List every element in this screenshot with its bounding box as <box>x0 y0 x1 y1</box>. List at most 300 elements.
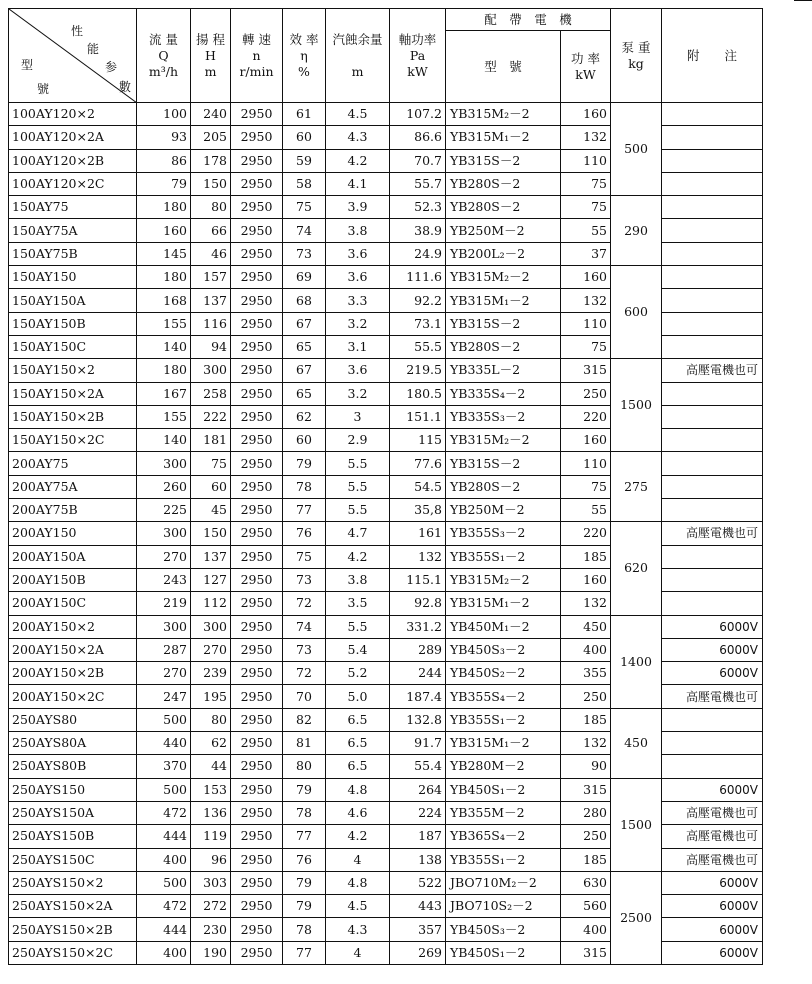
flow-cell: 300 <box>137 522 191 545</box>
flow-cell: 444 <box>137 918 191 941</box>
npsh-cell: 5.5 <box>326 615 390 638</box>
note-cell: 高壓電機也可 <box>662 848 763 871</box>
model-cell: 250AYS80B <box>9 755 137 778</box>
header-flow-name: 流 量 <box>149 31 178 47</box>
motor-model-cell: YB315S－2 <box>446 452 561 475</box>
header-pump-weight <box>611 9 662 103</box>
motor-power-cell: 55 <box>561 219 611 242</box>
model-cell: 200AY150×2B <box>9 662 137 685</box>
motor-model-cell: YB280S－2 <box>446 172 561 195</box>
npsh-cell: 3.6 <box>326 359 390 382</box>
motor-model-cell: YB315M₁－2 <box>446 126 561 149</box>
note-cell <box>662 335 763 358</box>
table-row <box>9 266 763 289</box>
flow-cell: 472 <box>137 801 191 824</box>
note-cell: 高壓電機也可 <box>662 825 763 848</box>
header-motor-power-unit: kW <box>575 66 596 82</box>
shaft-power-cell: 55.7 <box>390 172 446 195</box>
table-row <box>9 103 763 126</box>
flow-cell: 79 <box>137 172 191 195</box>
flow-cell: 160 <box>137 219 191 242</box>
header-npsh-name: 汽蝕余量 <box>332 31 383 47</box>
speed-cell: 2950 <box>231 895 283 918</box>
model-cell: 200AY150×2C <box>9 685 137 708</box>
efficiency-cell: 70 <box>283 685 326 708</box>
motor-model-cell: YB200L₂－2 <box>446 242 561 265</box>
flow-cell: 168 <box>137 289 191 312</box>
motor-model-cell: YB280M－2 <box>446 755 561 778</box>
shaft-power-cell: 35,8 <box>390 499 446 522</box>
motor-model-cell: YB335L－2 <box>446 359 561 382</box>
speed-cell: 2950 <box>231 545 283 568</box>
header-weight-name: 泵 重 <box>621 39 651 55</box>
npsh-cell: 3.1 <box>326 335 390 358</box>
model-cell: 200AY150A <box>9 545 137 568</box>
note-cell <box>662 312 763 335</box>
speed-cell: 2950 <box>231 172 283 195</box>
page-corner-rule <box>794 0 812 1</box>
npsh-cell: 3.8 <box>326 568 390 591</box>
pump-weight-cell: 1500 <box>611 778 662 871</box>
speed-cell: 2950 <box>231 522 283 545</box>
note-cell <box>662 382 763 405</box>
motor-power-cell: 160 <box>561 429 611 452</box>
shaft-power-cell: 91.7 <box>390 732 446 755</box>
note-cell <box>662 266 763 289</box>
model-cell: 200AY150B <box>9 568 137 591</box>
flow-cell: 300 <box>137 452 191 475</box>
npsh-cell: 5.5 <box>326 452 390 475</box>
pump-weight-cell: 290 <box>611 196 662 266</box>
efficiency-cell: 81 <box>283 732 326 755</box>
header-eff-symbol: η <box>300 47 308 63</box>
head-cell: 150 <box>191 522 231 545</box>
note-cell <box>662 149 763 172</box>
flow-cell: 145 <box>137 242 191 265</box>
motor-model-cell: YB315M₁－2 <box>446 592 561 615</box>
header-speed-symbol: n <box>252 47 261 63</box>
shaft-power-cell: 55.5 <box>390 335 446 358</box>
efficiency-cell: 77 <box>283 825 326 848</box>
header-npsh-symbol <box>329 48 386 64</box>
efficiency-cell: 78 <box>283 801 326 824</box>
note-cell <box>662 545 763 568</box>
header-motor-power <box>561 31 611 103</box>
motor-power-cell: 355 <box>561 662 611 685</box>
head-cell: 272 <box>191 895 231 918</box>
npsh-cell: 6.5 <box>326 708 390 731</box>
model-cell: 100AY120×2A <box>9 126 137 149</box>
motor-power-cell: 250 <box>561 685 611 708</box>
header-flow-unit: m³/h <box>148 63 179 79</box>
speed-cell: 2950 <box>231 592 283 615</box>
head-cell: 230 <box>191 918 231 941</box>
npsh-cell: 4.2 <box>326 825 390 848</box>
efficiency-cell: 79 <box>283 871 326 894</box>
motor-power-cell: 220 <box>561 405 611 428</box>
shaft-power-cell: 187 <box>390 825 446 848</box>
flow-cell: 300 <box>137 615 191 638</box>
shaft-power-cell: 115 <box>390 429 446 452</box>
speed-cell: 2950 <box>231 755 283 778</box>
efficiency-cell: 68 <box>283 289 326 312</box>
shaft-power-cell: 55.4 <box>390 755 446 778</box>
note-cell <box>662 196 763 219</box>
note-cell: 6000V <box>662 871 763 894</box>
shaft-power-cell: 92.8 <box>390 592 446 615</box>
motor-power-cell: 160 <box>561 568 611 591</box>
head-cell: 195 <box>191 685 231 708</box>
head-cell: 96 <box>191 848 231 871</box>
efficiency-cell: 67 <box>283 312 326 335</box>
motor-power-cell: 400 <box>561 638 611 661</box>
pump-weight-cell: 450 <box>611 708 662 778</box>
efficiency-cell: 73 <box>283 568 326 591</box>
header-power-name: 軸功率 <box>398 31 437 47</box>
pump-weight-cell: 620 <box>611 522 662 615</box>
head-cell: 119 <box>191 825 231 848</box>
motor-model-cell: YB355S₃－2 <box>446 522 561 545</box>
header-speed-unit: r/min <box>239 63 274 79</box>
shaft-power-cell: 443 <box>390 895 446 918</box>
model-cell: 250AYS150A <box>9 801 137 824</box>
npsh-cell: 6.5 <box>326 755 390 778</box>
flow-cell: 140 <box>137 429 191 452</box>
npsh-cell: 4.5 <box>326 103 390 126</box>
note-cell: 6000V <box>662 941 763 964</box>
header-speed-name: 轉 速 <box>242 31 271 47</box>
motor-model-cell: YB450S₃－2 <box>446 638 561 661</box>
motor-model-cell: YB315M₁－2 <box>446 289 561 312</box>
efficiency-cell: 58 <box>283 172 326 195</box>
motor-power-cell: 185 <box>561 708 611 731</box>
speed-cell: 2950 <box>231 312 283 335</box>
speed-cell: 2950 <box>231 219 283 242</box>
diag-word: 號 <box>37 82 50 96</box>
speed-cell: 2950 <box>231 475 283 498</box>
table-row <box>9 196 763 219</box>
model-cell: 200AY75A <box>9 475 137 498</box>
motor-power-cell: 450 <box>561 615 611 638</box>
table-row <box>9 615 763 638</box>
npsh-cell: 4 <box>326 941 390 964</box>
efficiency-cell: 79 <box>283 778 326 801</box>
model-cell: 150AY75A <box>9 219 137 242</box>
motor-power-cell: 132 <box>561 126 611 149</box>
note-cell <box>662 592 763 615</box>
header-shaft-power <box>390 9 446 103</box>
motor-model-cell: YB250M－2 <box>446 219 561 242</box>
flow-cell: 400 <box>137 848 191 871</box>
model-cell: 150AY150×2 <box>9 359 137 382</box>
speed-cell: 2950 <box>231 778 283 801</box>
efficiency-cell: 65 <box>283 382 326 405</box>
header-head-symbol: H <box>205 47 216 63</box>
motor-model-cell: YB450M₁－2 <box>446 615 561 638</box>
npsh-cell: 4.3 <box>326 918 390 941</box>
model-cell: 150AY150×2B <box>9 405 137 428</box>
note-cell <box>662 732 763 755</box>
efficiency-cell: 67 <box>283 359 326 382</box>
motor-power-cell: 315 <box>561 778 611 801</box>
motor-power-cell: 280 <box>561 801 611 824</box>
model-cell: 150AY75 <box>9 196 137 219</box>
speed-cell: 2950 <box>231 196 283 219</box>
motor-model-cell: YB355S₄－2 <box>446 685 561 708</box>
flow-cell: 444 <box>137 825 191 848</box>
motor-model-cell: YB335S₃－2 <box>446 405 561 428</box>
shaft-power-cell: 224 <box>390 801 446 824</box>
header-power-unit: kW <box>407 63 428 79</box>
motor-model-cell: YB250M－2 <box>446 499 561 522</box>
speed-cell: 2950 <box>231 708 283 731</box>
npsh-cell: 5.0 <box>326 685 390 708</box>
motor-power-cell: 220 <box>561 522 611 545</box>
head-cell: 222 <box>191 405 231 428</box>
shaft-power-cell: 77.6 <box>390 452 446 475</box>
note-cell: 6000V <box>662 918 763 941</box>
header-power-symbol: Pa <box>409 47 426 63</box>
motor-power-cell: 75 <box>561 196 611 219</box>
pump-weight-cell: 275 <box>611 452 662 522</box>
shaft-power-cell: 138 <box>390 848 446 871</box>
model-cell: 200AY75 <box>9 452 137 475</box>
npsh-cell: 4.1 <box>326 172 390 195</box>
efficiency-cell: 73 <box>283 638 326 661</box>
speed-cell: 2950 <box>231 918 283 941</box>
diag-word: 能 <box>87 42 100 56</box>
note-cell <box>662 429 763 452</box>
shaft-power-cell: 132.8 <box>390 708 446 731</box>
note-cell <box>662 475 763 498</box>
model-cell: 150AY150A <box>9 289 137 312</box>
motor-power-cell: 55 <box>561 499 611 522</box>
efficiency-cell: 78 <box>283 475 326 498</box>
header-head-unit: m <box>204 63 217 79</box>
header-motor-model: 型 號 <box>446 31 561 103</box>
motor-power-cell: 110 <box>561 312 611 335</box>
efficiency-cell: 72 <box>283 662 326 685</box>
pump-spec-rows <box>9 103 763 965</box>
head-cell: 44 <box>191 755 231 778</box>
head-cell: 94 <box>191 335 231 358</box>
shaft-power-cell: 269 <box>390 941 446 964</box>
header-flow <box>137 9 191 103</box>
efficiency-cell: 73 <box>283 242 326 265</box>
flow-cell: 100 <box>137 103 191 126</box>
model-cell: 200AY150C <box>9 592 137 615</box>
head-cell: 60 <box>191 475 231 498</box>
table-row <box>9 359 763 382</box>
npsh-cell: 3.6 <box>326 266 390 289</box>
motor-model-cell: YB280S－2 <box>446 196 561 219</box>
model-cell: 150AY150C <box>9 335 137 358</box>
efficiency-cell: 60 <box>283 126 326 149</box>
head-cell: 75 <box>191 452 231 475</box>
npsh-cell: 4.2 <box>326 149 390 172</box>
shaft-power-cell: 132 <box>390 545 446 568</box>
shaft-power-cell: 522 <box>390 871 446 894</box>
shaft-power-cell: 115.1 <box>390 568 446 591</box>
npsh-cell: 5.2 <box>326 662 390 685</box>
shaft-power-cell: 219.5 <box>390 359 446 382</box>
shaft-power-cell: 180.5 <box>390 382 446 405</box>
shaft-power-cell: 264 <box>390 778 446 801</box>
motor-power-cell: 250 <box>561 825 611 848</box>
note-cell <box>662 242 763 265</box>
shaft-power-cell: 161 <box>390 522 446 545</box>
head-cell: 181 <box>191 429 231 452</box>
shaft-power-cell: 151.1 <box>390 405 446 428</box>
speed-cell: 2950 <box>231 405 283 428</box>
motor-model-cell: YB315M₂－2 <box>446 266 561 289</box>
speed-cell: 2950 <box>231 685 283 708</box>
table-row <box>9 708 763 731</box>
npsh-cell: 3.5 <box>326 592 390 615</box>
flow-cell: 93 <box>137 126 191 149</box>
npsh-cell: 4.7 <box>326 522 390 545</box>
header-notes: 附 注 <box>662 9 763 103</box>
shaft-power-cell: 289 <box>390 638 446 661</box>
speed-cell: 2950 <box>231 615 283 638</box>
note-cell <box>662 289 763 312</box>
speed-cell: 2950 <box>231 242 283 265</box>
head-cell: 303 <box>191 871 231 894</box>
head-cell: 153 <box>191 778 231 801</box>
flow-cell: 500 <box>137 871 191 894</box>
speed-cell: 2950 <box>231 941 283 964</box>
model-cell: 250AYS80A <box>9 732 137 755</box>
npsh-cell: 3.3 <box>326 289 390 312</box>
model-cell: 150AY75B <box>9 242 137 265</box>
motor-model-cell: YB315M₂－2 <box>446 103 561 126</box>
header-eff-unit: % <box>298 63 310 79</box>
motor-power-cell: 250 <box>561 382 611 405</box>
model-cell: 200AY150 <box>9 522 137 545</box>
model-cell: 150AY150×2A <box>9 382 137 405</box>
efficiency-cell: 77 <box>283 941 326 964</box>
motor-model-cell: YB315M₁－2 <box>446 732 561 755</box>
motor-model-cell: YB315S－2 <box>446 149 561 172</box>
note-cell: 6000V <box>662 615 763 638</box>
shaft-power-cell: 38.9 <box>390 219 446 242</box>
motor-model-cell: YB355S₁－2 <box>446 545 561 568</box>
table-row <box>9 871 763 894</box>
head-cell: 300 <box>191 359 231 382</box>
note-cell <box>662 405 763 428</box>
npsh-cell: 3.2 <box>326 382 390 405</box>
flow-cell: 155 <box>137 405 191 428</box>
head-cell: 136 <box>191 801 231 824</box>
head-cell: 80 <box>191 708 231 731</box>
flow-cell: 225 <box>137 499 191 522</box>
note-cell: 6000V <box>662 895 763 918</box>
motor-model-cell: YB280S－2 <box>446 475 561 498</box>
head-cell: 157 <box>191 266 231 289</box>
shaft-power-cell: 107.2 <box>390 103 446 126</box>
flow-cell: 167 <box>137 382 191 405</box>
head-cell: 116 <box>191 312 231 335</box>
motor-power-cell: 90 <box>561 755 611 778</box>
header-head <box>191 9 231 103</box>
npsh-cell: 3.9 <box>326 196 390 219</box>
npsh-cell: 5.5 <box>326 499 390 522</box>
npsh-cell: 3.2 <box>326 312 390 335</box>
head-cell: 178 <box>191 149 231 172</box>
npsh-cell: 5.4 <box>326 638 390 661</box>
model-cell: 100AY120×2B <box>9 149 137 172</box>
header-npsh <box>326 9 390 103</box>
motor-power-cell: 315 <box>561 359 611 382</box>
note-cell <box>662 568 763 591</box>
motor-model-cell: YB280S－2 <box>446 335 561 358</box>
note-cell <box>662 708 763 731</box>
motor-power-cell: 75 <box>561 335 611 358</box>
head-cell: 112 <box>191 592 231 615</box>
note-cell: 6000V <box>662 638 763 661</box>
npsh-cell: 4.2 <box>326 545 390 568</box>
motor-power-cell: 400 <box>561 918 611 941</box>
motor-power-cell: 75 <box>561 475 611 498</box>
motor-power-cell: 630 <box>561 871 611 894</box>
motor-power-cell: 110 <box>561 149 611 172</box>
speed-cell: 2950 <box>231 638 283 661</box>
speed-cell: 2950 <box>231 568 283 591</box>
flow-cell: 500 <box>137 708 191 731</box>
npsh-cell: 5.5 <box>326 475 390 498</box>
flow-cell: 219 <box>137 592 191 615</box>
npsh-cell: 3.8 <box>326 219 390 242</box>
head-cell: 46 <box>191 242 231 265</box>
flow-cell: 243 <box>137 568 191 591</box>
flow-cell: 180 <box>137 359 191 382</box>
header-efficiency <box>283 9 326 103</box>
motor-power-cell: 132 <box>561 289 611 312</box>
header-flow-symbol: Q <box>158 47 169 63</box>
head-cell: 150 <box>191 172 231 195</box>
pump-weight-cell: 1500 <box>611 359 662 452</box>
model-cell: 200AY150×2 <box>9 615 137 638</box>
speed-cell: 2950 <box>231 662 283 685</box>
note-cell: 高壓電機也可 <box>662 359 763 382</box>
npsh-cell: 4.6 <box>326 801 390 824</box>
note-cell <box>662 172 763 195</box>
speed-cell: 2950 <box>231 732 283 755</box>
motor-power-cell: 160 <box>561 266 611 289</box>
flow-cell: 270 <box>137 662 191 685</box>
motor-model-cell: YB315M₂－2 <box>446 568 561 591</box>
efficiency-cell: 60 <box>283 429 326 452</box>
note-cell <box>662 755 763 778</box>
flow-cell: 140 <box>137 335 191 358</box>
speed-cell: 2950 <box>231 335 283 358</box>
note-cell: 高壓電機也可 <box>662 685 763 708</box>
speed-cell: 2950 <box>231 499 283 522</box>
efficiency-cell: 77 <box>283 499 326 522</box>
head-cell: 137 <box>191 545 231 568</box>
shaft-power-cell: 52.3 <box>390 196 446 219</box>
model-cell: 250AYS150×2A <box>9 895 137 918</box>
flow-cell: 440 <box>137 732 191 755</box>
note-cell <box>662 452 763 475</box>
motor-model-cell: JBO710M₂－2 <box>446 871 561 894</box>
head-cell: 190 <box>191 941 231 964</box>
header-npsh-unit: m <box>351 63 364 79</box>
speed-cell: 2950 <box>231 801 283 824</box>
note-cell <box>662 126 763 149</box>
motor-model-cell: YB450S₃－2 <box>446 918 561 941</box>
head-cell: 205 <box>191 126 231 149</box>
